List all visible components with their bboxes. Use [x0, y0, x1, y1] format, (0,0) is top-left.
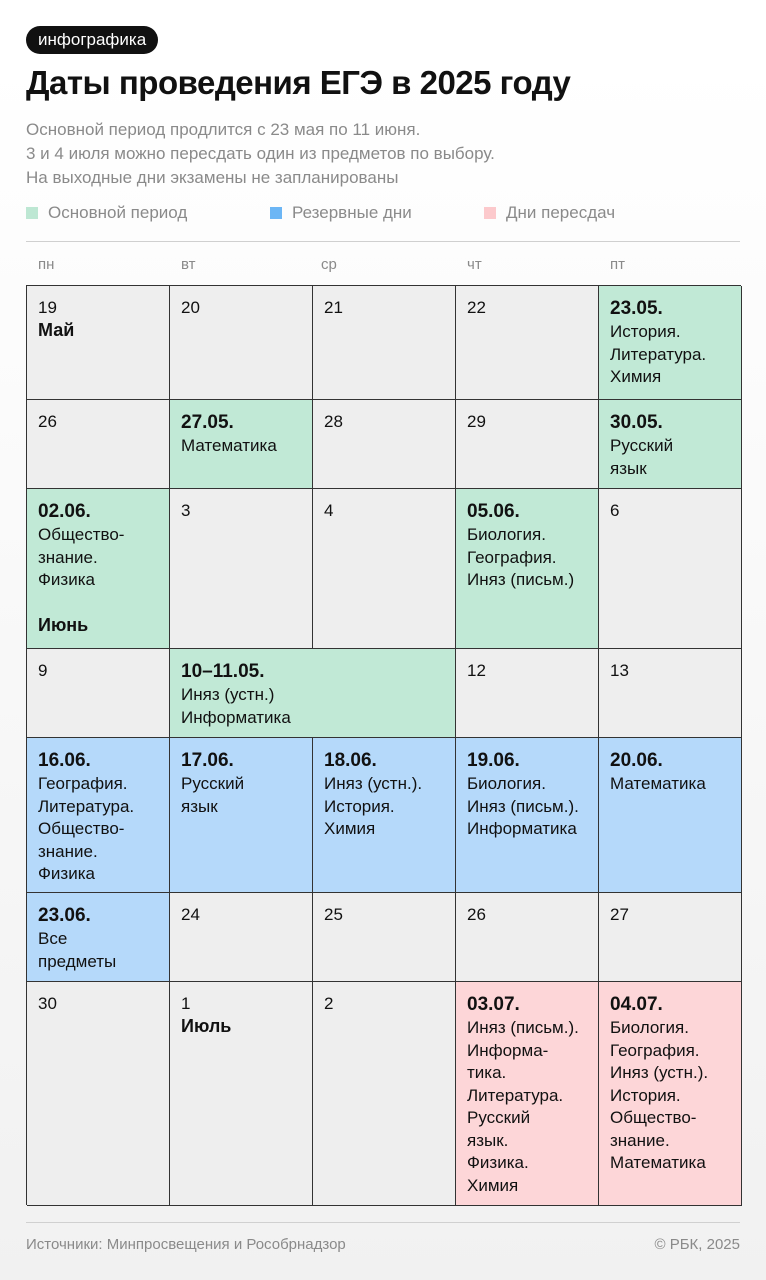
- divider: [26, 1222, 740, 1223]
- exam-day-reserve: [170, 738, 313, 893]
- calendar-cell: [313, 489, 456, 649]
- day-number: 9: [38, 661, 48, 680]
- day-number: 21: [324, 298, 343, 317]
- exam-subjects: История. Литература. Химия: [610, 322, 707, 386]
- exam-subjects: Иняз (письм.). Информа- тика. Литература. Русский язык. Физика. Химия: [467, 1018, 579, 1195]
- calendar-cell: [27, 649, 170, 738]
- exam-subjects: География. Литература. Общество- знание. Физика: [38, 774, 135, 883]
- exam-subjects: Иняз (устн.) Информатика: [181, 685, 291, 727]
- exam-subjects: Все предметы: [38, 929, 117, 971]
- sources: Источники: Минпросвещения и Рособрнадзор: [26, 1236, 346, 1253]
- calendar-cell: [456, 400, 599, 489]
- exam-subjects: Биология. География. Иняз (устн.). История. Общество- знание. Математика: [610, 1018, 709, 1172]
- legend: [26, 203, 742, 225]
- exam-day-main: [170, 400, 313, 489]
- legend-label: Основной период: [48, 203, 188, 222]
- calendar-cell: [27, 286, 170, 400]
- calendar-cell: [456, 893, 599, 982]
- legend-swatch-main: [26, 207, 38, 219]
- exam-date: 20.06.: [610, 750, 663, 771]
- exam-date: 30.05.: [610, 412, 663, 433]
- day-number: 20: [181, 298, 200, 317]
- copyright: © РБК, 2025: [654, 1236, 740, 1253]
- exam-day-reserve: [27, 738, 170, 893]
- exam-date: 18.06.: [324, 750, 377, 771]
- exam-day-main: [27, 489, 170, 649]
- subtitle-line: 3 и 4 июля можно пересдать один из предметов по выбору.: [26, 144, 495, 163]
- exam-day-reserve: [456, 738, 599, 893]
- page-title: Даты проведения ЕГЭ в 2025 году: [26, 64, 571, 101]
- exam-day-retake: [599, 982, 742, 1206]
- exam-day-reserve: [599, 738, 742, 893]
- weekday-thu: чт: [467, 256, 482, 273]
- exam-date: 16.06.: [38, 750, 91, 771]
- month-label: Июнь: [38, 614, 89, 635]
- exam-subjects: Математика: [181, 436, 277, 455]
- exam-subjects: Русский язык: [610, 436, 674, 478]
- exam-date: 27.05.: [181, 412, 234, 433]
- day-number: 29: [467, 412, 486, 431]
- exam-day-main: [456, 489, 599, 649]
- legend-swatch-retake: [484, 207, 496, 219]
- exam-date: 05.06.: [467, 501, 520, 522]
- day-number: 24: [181, 905, 200, 924]
- month-label: Май: [38, 320, 75, 340]
- calendar-cell: [313, 893, 456, 982]
- category-tag: инфографика: [26, 26, 158, 54]
- exam-subjects: Биология. География. Иняз (письм.): [467, 525, 575, 589]
- day-number: 1: [181, 994, 191, 1013]
- exam-date: 10–11.05.: [181, 661, 265, 682]
- subtitle-line: На выходные дни экзамены не запланированы: [26, 168, 399, 187]
- calendar-cell: [170, 893, 313, 982]
- legend-label: Дни пересдач: [506, 203, 616, 222]
- exam-date: 23.06.: [38, 905, 91, 926]
- day-number: 30: [38, 994, 57, 1013]
- calendar-cell: [599, 649, 742, 738]
- exam-date: 23.05.: [610, 298, 663, 319]
- weekday-wed: ср: [321, 256, 337, 273]
- day-number: 13: [610, 661, 629, 680]
- day-number: 6: [610, 501, 620, 520]
- subtitle: [26, 118, 495, 190]
- exam-date: 17.06.: [181, 750, 234, 771]
- exam-subjects: Общество- знание. Физика: [38, 525, 125, 589]
- legend-label: Резервные дни: [292, 203, 412, 222]
- calendar-cell: [599, 489, 742, 649]
- weekday-tue: вт: [181, 256, 196, 273]
- day-number: 26: [38, 412, 57, 431]
- exam-date: 04.07.: [610, 994, 663, 1015]
- legend-item-retake: [484, 203, 615, 223]
- calendar-cell: [599, 893, 742, 982]
- exam-subjects: Иняз (устн.). История. Химия: [324, 774, 423, 838]
- day-number: 27: [610, 905, 629, 924]
- calendar-cell: [170, 982, 313, 1206]
- calendar-cell: [27, 400, 170, 489]
- exam-date: 02.06.: [38, 501, 91, 522]
- exam-date: 03.07.: [467, 994, 520, 1015]
- legend-swatch-reserve: [270, 207, 282, 219]
- day-number: 3: [181, 501, 191, 520]
- exam-subjects: Биология. Иняз (письм.). Информатика: [467, 774, 579, 838]
- day-number: 12: [467, 661, 486, 680]
- day-number: 28: [324, 412, 343, 431]
- subtitle-line: Основной период продлится с 23 мая по 11 июня.: [26, 120, 421, 139]
- calendar-cell: [313, 286, 456, 400]
- day-number: 25: [324, 905, 343, 924]
- weekday-mon: пн: [38, 256, 55, 273]
- exam-subjects: Математика: [610, 774, 706, 793]
- divider: [26, 241, 740, 242]
- day-number: 2: [324, 994, 334, 1013]
- exam-calendar: [26, 285, 741, 1205]
- calendar-cell: [170, 286, 313, 400]
- exam-date: 19.06.: [467, 750, 520, 771]
- day-number: 4: [324, 501, 334, 520]
- exam-day-main: [599, 286, 742, 400]
- exam-day-main: [170, 649, 456, 738]
- day-number: 22: [467, 298, 486, 317]
- exam-day-retake: [456, 982, 599, 1206]
- exam-subjects: Русский язык: [181, 774, 245, 816]
- exam-day-reserve: [27, 893, 170, 982]
- calendar-cell: [313, 982, 456, 1206]
- calendar-cell: [456, 649, 599, 738]
- calendar-cell: [313, 400, 456, 489]
- day-number: 19: [38, 298, 57, 317]
- calendar-cell: [170, 489, 313, 649]
- weekday-fri: пт: [610, 256, 625, 273]
- legend-item-reserve: [270, 203, 412, 223]
- exam-day-reserve: [313, 738, 456, 893]
- calendar-cell: [27, 982, 170, 1206]
- day-number: 26: [467, 905, 486, 924]
- exam-day-main: [599, 400, 742, 489]
- month-label: Июль: [181, 1016, 232, 1036]
- legend-item-main: [26, 203, 187, 223]
- calendar-cell: [456, 286, 599, 400]
